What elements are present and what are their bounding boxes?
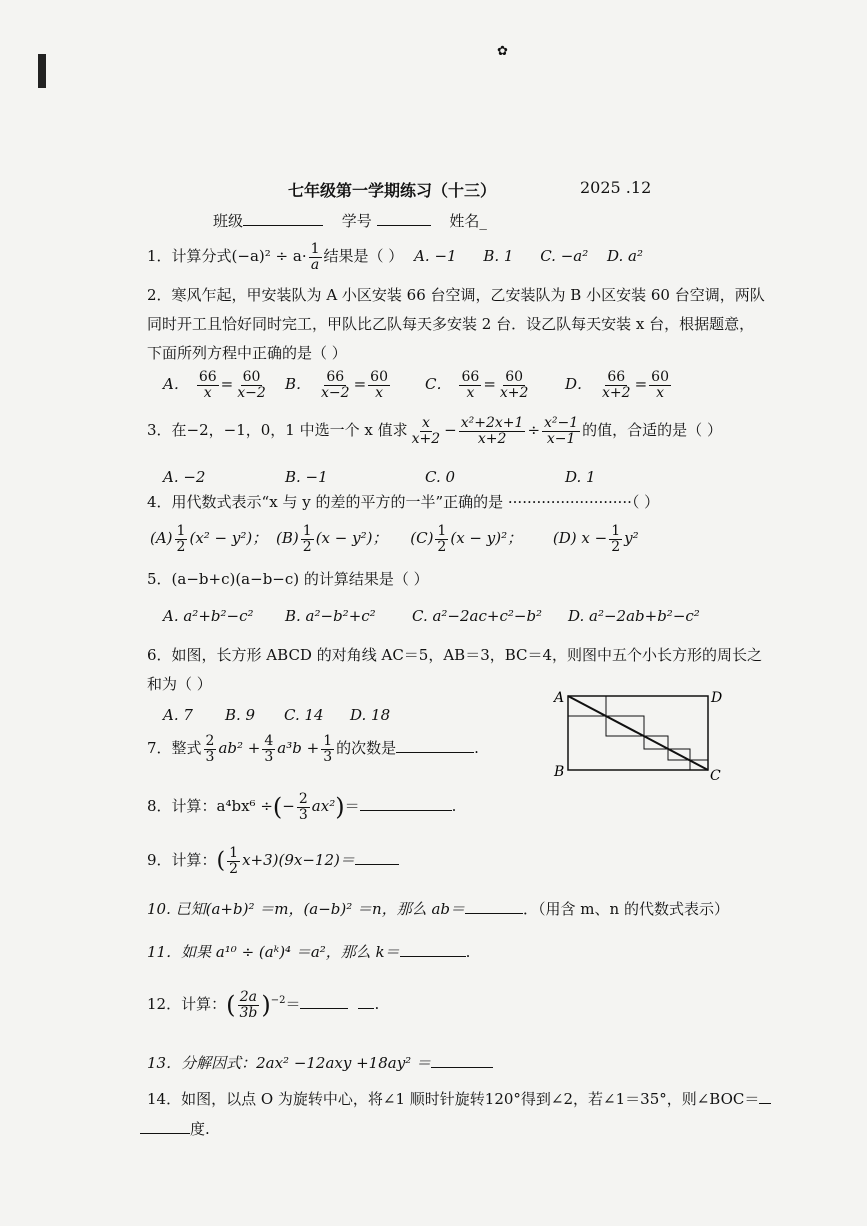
- question-3: 3．在−2，−1，0，1 中选一个 x 值求 $\frac{x}{x+2}$ − $\frac{\text{x²+2x+1}}{x+2}$ ÷ $\frac{\text{x²−1}}{x-1}$ 的值，合适的是（ ）: [147, 415, 722, 447]
- q7-answer-blank[interactable]: [396, 752, 474, 753]
- q3-option-a: A. −2: [163, 468, 206, 486]
- vertex-c-label: C: [710, 768, 721, 784]
- question-10: 10. 已知(a+b)² ＝m，(a−b)² ＝n，那么 ab＝ ．（用含 m、n 的代数式表示）: [147, 900, 729, 918]
- q1-option-c: C. −a²: [540, 247, 589, 266]
- vertex-b-label: B: [554, 764, 565, 780]
- diagonal-ac: [568, 696, 708, 770]
- vertex-a-label: A: [554, 690, 565, 706]
- q6-option-d: D. 18: [350, 706, 391, 724]
- q1-option-a: A. −1: [414, 247, 457, 266]
- question-6-line-1: 6．如图，长方形 ABCD 的对角线 AC＝5，AB＝3，BC＝4，则图中五个小长方形的周长之: [147, 646, 763, 664]
- q2-option-d: D． $\frac{66}{x+2}$ = $\frac{60}{x}$: [565, 369, 669, 401]
- q4-option-b: (B) $\frac{1}{2}$ (x − y²)；: [276, 523, 388, 555]
- q1-fraction: $\frac{1}{a}$: [310, 241, 320, 273]
- q3-option-b: B. −1: [285, 468, 328, 486]
- q6-option-b: B. 9: [225, 706, 256, 724]
- page-title: 七年级第一学期练习（十三）: [288, 181, 497, 200]
- q5-option-c: C. a²−2ac+c²−b²: [412, 607, 543, 625]
- q5-option-a: A. a²+b²−c²: [163, 607, 254, 625]
- q2-option-b: B． $\frac{66}{x-2}$ = $\frac{60}{x}$: [285, 369, 388, 401]
- number-label: 学号: [341, 212, 372, 230]
- q8-answer-blank[interactable]: [360, 810, 452, 811]
- q10-answer-blank[interactable]: [465, 913, 523, 914]
- question-9: 9．计算：( $\frac{1}{2}$ x+3)(9x−12)＝: [147, 846, 399, 876]
- question-2-line-3: 下面所列方程中正确的是（ ）: [147, 344, 347, 362]
- class-label: 班级: [213, 212, 244, 230]
- q4-option-c: (C) $\frac{1}{2}$ (x − y)²；: [410, 523, 523, 555]
- q6-option-a: A. 7: [163, 706, 193, 724]
- question-5: 5．(a−b+c)(a−b−c) 的计算结果是（ ）: [147, 570, 429, 588]
- q2-option-c: C． $\frac{66}{x}$ = $\frac{60}{x+2}$: [425, 369, 529, 401]
- question-14-line-1: 14．如图，以点 O 为旋转中心，将∠1 顺时针旋转120°得到∠2，若∠1＝35°，则∠BOC＝: [147, 1088, 771, 1109]
- scan-edge-mark: [38, 54, 46, 88]
- q12-answer-blank[interactable]: [300, 1008, 348, 1009]
- question-4: 4．用代数式表示“x 与 y 的差的平方的一半”正确的是 ··························（ ）: [147, 493, 660, 511]
- q6-option-c: C. 14: [284, 706, 324, 724]
- question-7: 7．整式 $\frac{2}{3}$ ab² + $\frac{4}{3}$ a³b + $\frac{1}{3}$ 的次数是 .: [147, 733, 479, 765]
- q11-answer-blank[interactable]: [400, 956, 466, 957]
- q3-option-c: C. 0: [425, 468, 456, 486]
- class-blank[interactable]: [243, 225, 323, 226]
- student-info: [213, 210, 487, 231]
- q4-option-a: (A) $\frac{1}{2}$ (x² − y²)；: [150, 523, 268, 555]
- question-13: 13．分解因式：2ax² −12axy +18ay² ＝: [147, 1052, 493, 1073]
- question-1: 1．计算分式(−a)² ÷ a· $\frac{1}{a}$ 结果是（ ） A. −1 B. 1 C. −a² D. a²: [147, 241, 644, 273]
- number-blank[interactable]: [377, 225, 431, 226]
- q9-answer-blank[interactable]: [355, 864, 399, 865]
- scan-mark-icon: ✿: [497, 44, 508, 59]
- question-11: 11．如果 a¹⁰ ÷ (aᵏ)⁴ ＝a²，那么 k＝ .: [147, 943, 471, 961]
- q13-answer-blank[interactable]: [431, 1067, 493, 1068]
- q4-option-d: (D) x − $\frac{1}{2}$ y²: [552, 523, 639, 555]
- exam-date: 2025 .12: [580, 178, 652, 197]
- q1-option-d: D. a²: [607, 247, 644, 266]
- question-14-line-2: 度.: [140, 1118, 210, 1139]
- q3-option-d: D. 1: [565, 468, 596, 486]
- q4-options: [150, 524, 639, 554]
- q14-answer-blank[interactable]: [140, 1133, 190, 1134]
- question-6-line-2: 和为（ ）: [147, 675, 212, 693]
- q5-option-b: B. a²−b²+c²: [285, 607, 376, 625]
- question-2-line-2: 同时开工且恰好同时完工，甲队比乙队每天多安装 2 台．设乙队每天安装 x 台，根据题意，: [147, 315, 755, 333]
- q1-option-b: B. 1: [483, 247, 514, 266]
- question-12: 12．计算：( $\frac{2a}{3b}$ )$^{-2}$＝ .: [147, 989, 380, 1021]
- vertex-d-label: D: [711, 690, 723, 706]
- rectangle-abcd-figure: [548, 686, 728, 786]
- q5-option-d: D. a²−2ab+b²−c²: [568, 607, 700, 625]
- q2-option-a: A． $\frac{66}{x}$ = $\frac{60}{x-2}$: [163, 369, 266, 401]
- name-label: 姓名_: [449, 212, 487, 230]
- question-2-line-1: 2．寒风乍起，甲安装队为 A 小区安装 66 台空调，乙安装队为 B 小区安装 60 台空调，两队: [147, 286, 765, 304]
- question-8: 8．计算：a⁴bx⁶ ÷(− $\frac{2}{3}$ ax²)＝ .: [147, 791, 457, 823]
